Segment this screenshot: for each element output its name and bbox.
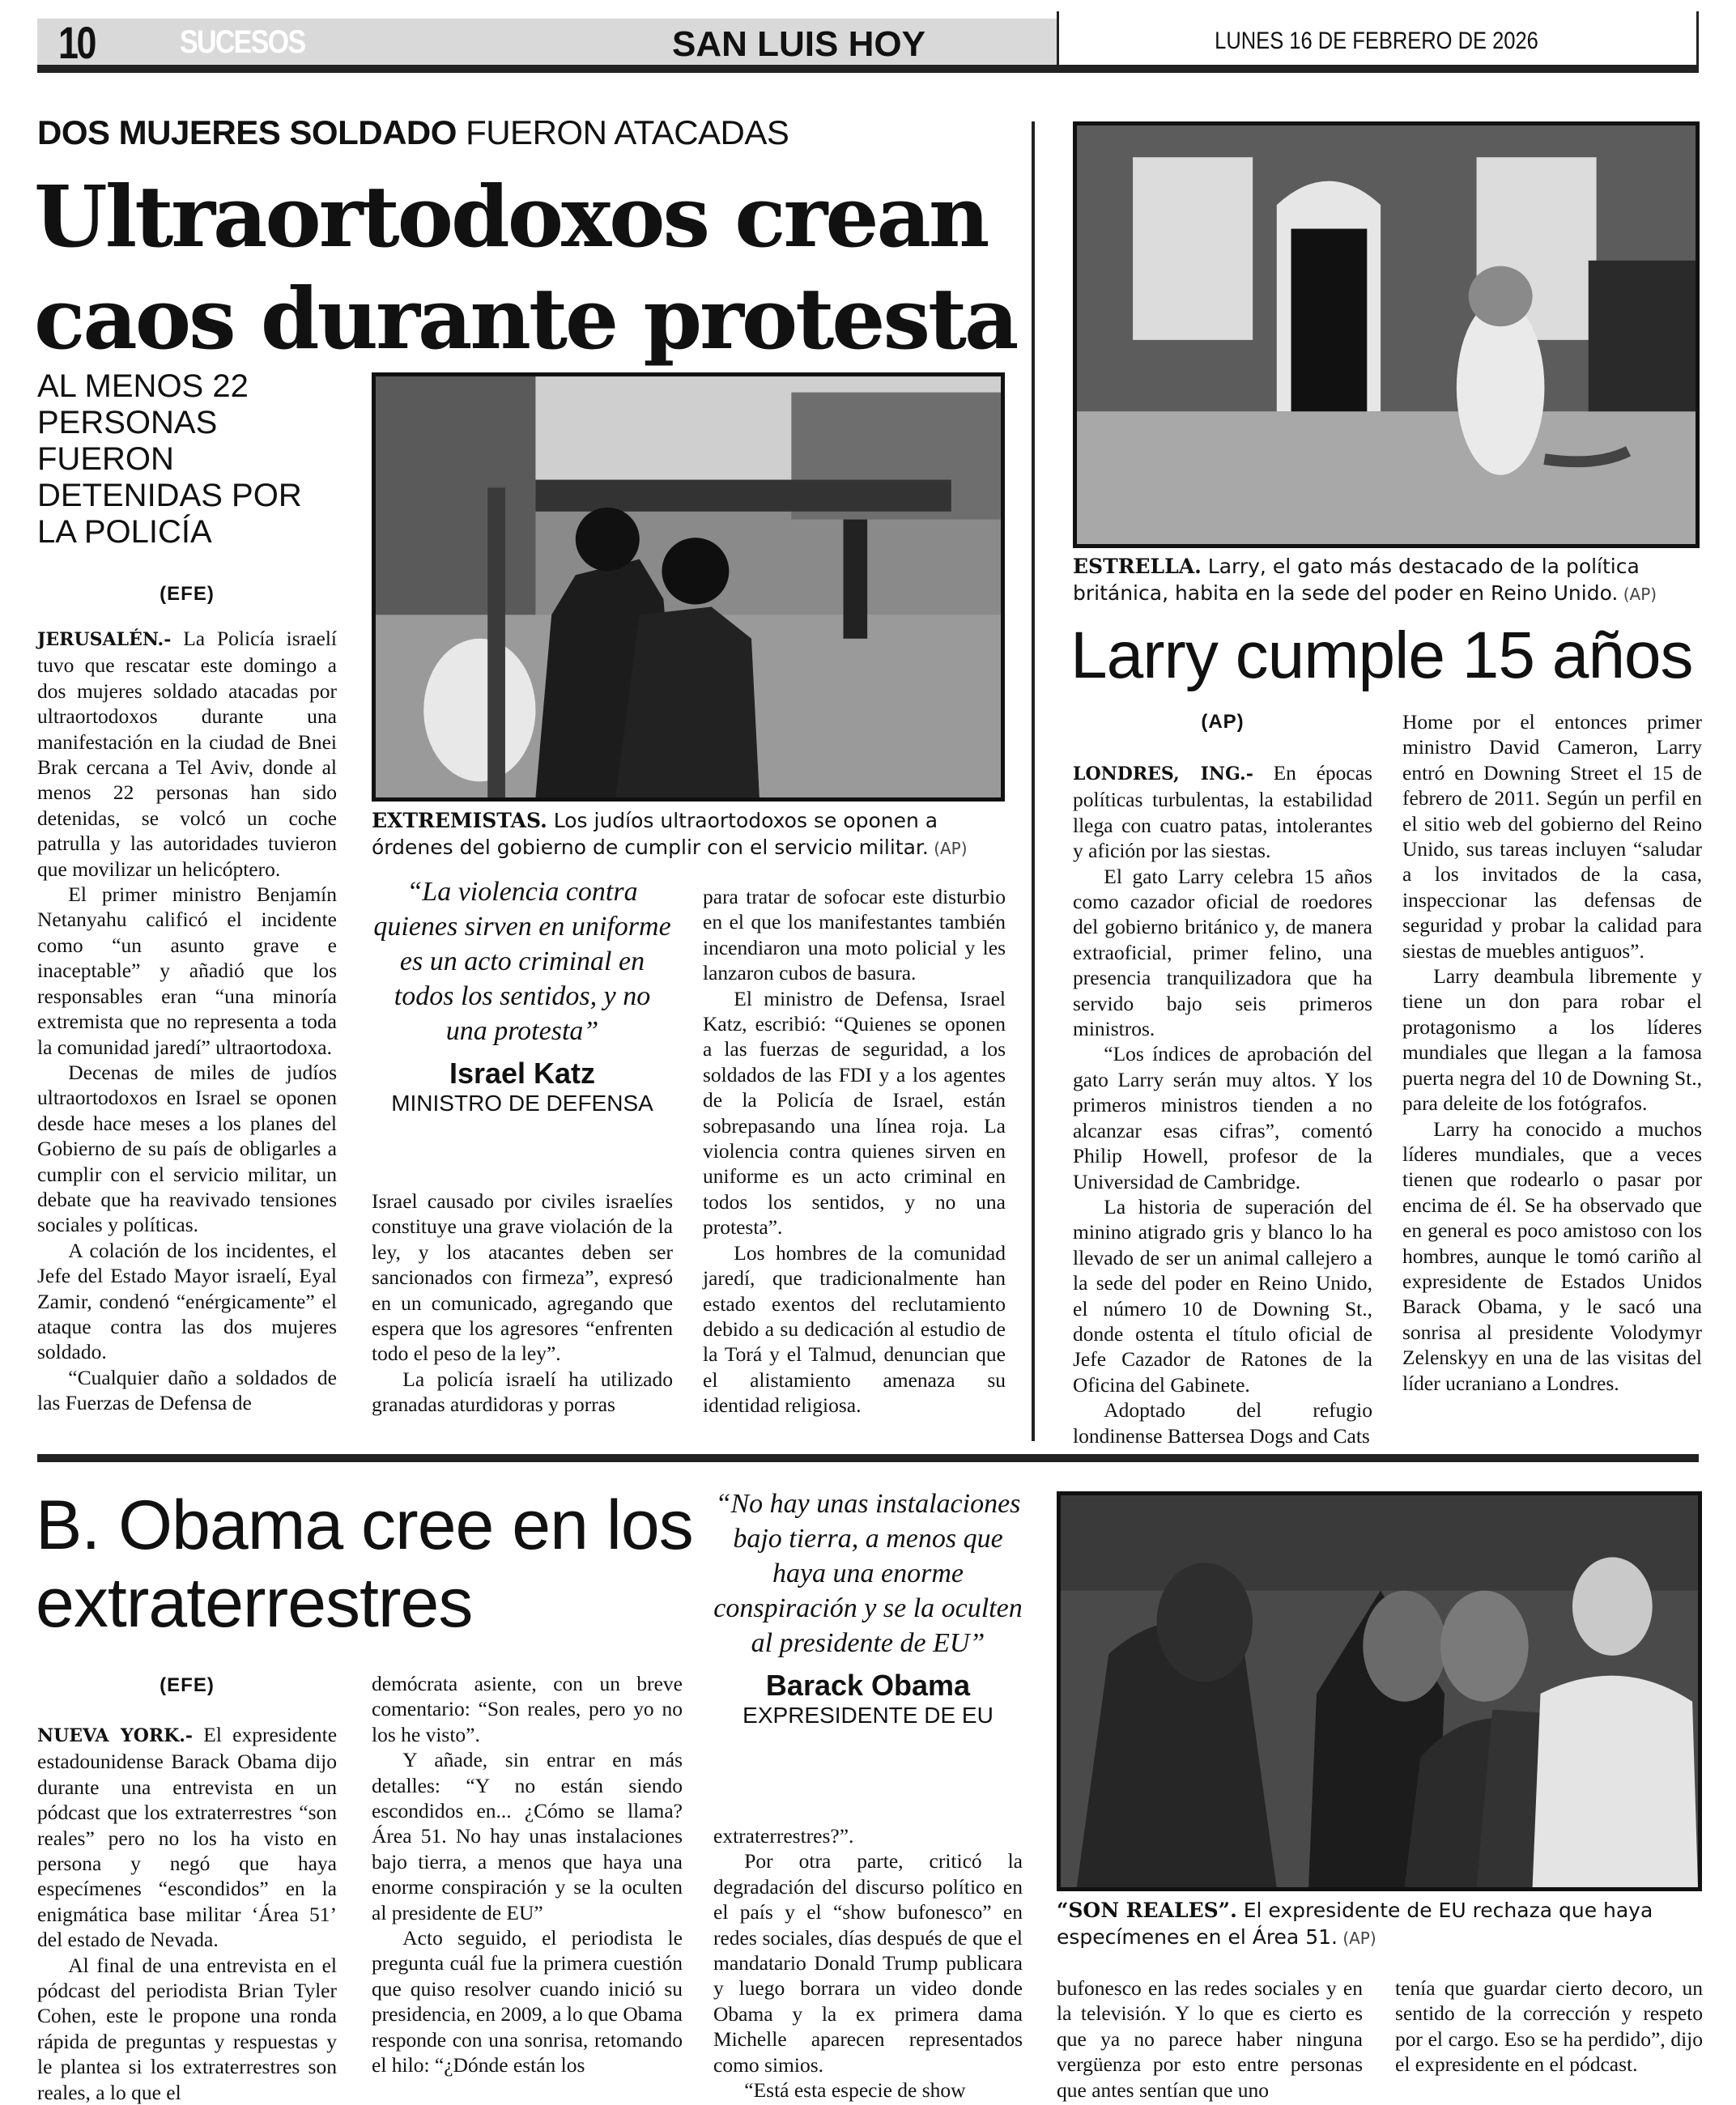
paragraph xyxy=(1057,1975,1363,2103)
caption-source: (AP) xyxy=(928,839,968,858)
obama-photo xyxy=(1057,1491,1702,1891)
paragraph xyxy=(703,884,1006,986)
quote-text: “La violencia contra quienes sirven en uniforme es un acto criminal en todos los sentidos, y no una protesta” xyxy=(373,877,671,1046)
paragraph-text: La historia de superación del minino atigrado gris y blanco lo ha llevado de ser un animal callejero a la sede del poder en Reino Unido, el número 10 de Downing St., donde ostenta el título oficial de Jefe Cazador de Ratones de la Oficina del Gabinete. xyxy=(1073,1194,1372,1397)
paragraph-text: bufonesco en las redes sociales y en la televisión. Y lo que es cierto es que ya no parece haber ninguna vergüenza por esto entre personas que antes sentían que uno xyxy=(1057,1976,1363,2102)
protest-photo xyxy=(372,372,1005,802)
caption-source: (AP) xyxy=(1337,1929,1376,1948)
quote-author-role: EXPRESIDENTE DE EU xyxy=(742,1703,994,1728)
paragraph-text: En épocas políticas turbulentas, la estabilidad llega con cuatro patas, intolerantes y afición por las siestas. xyxy=(1073,761,1372,863)
paragraph xyxy=(703,986,1006,1240)
paragraph-text: Home por el entonces primer ministro David Cameron, Larry entró en Downing Street el 15 de febrero de 2011. Según un perfil en el sitio web del gobierno del Reino Unido, sus tareas incluyen “saludar a los invitados de la casa, inspeccionar las defensas de seguridad y probar la calidad para siestas de muebles antiguos”. xyxy=(1402,710,1702,963)
caption-source: (AP) xyxy=(1618,585,1657,604)
column-rule xyxy=(1032,121,1035,1441)
caption-label: ESTRELLA. xyxy=(1073,555,1202,578)
paragraph-text: A colación de los incidentes, el Jefe del Estado Mayor israelí, Eyal Zamir, condenó “enérgicamente” el ataque contra las dos mujeres soldado. xyxy=(37,1238,337,1364)
kicker-bold: DOS MUJERES SOLDADO xyxy=(37,113,457,151)
paragraph-text: El gato Larry celebra 15 años como cazador oficial de roedores del gobierno británico y, de manera extraoficial, primer felino, una presencia tranquilizadora que ha servido bajo seis primeros ministros. xyxy=(1073,864,1372,1041)
dateline: LONDRES, ING.- xyxy=(1073,763,1253,785)
photo-caption xyxy=(372,807,1011,862)
paragraph-text: para tratar de sofocar este disturbio en el que los manifestantes también incendiaron una moto policial y les lanzaron cubos de basura. xyxy=(703,885,1006,985)
article-headline: B. Obama cree en los extraterrestres xyxy=(36,1486,693,1642)
paragraph-text: Israel causado por civiles israelíes constituye una grave violación de la ley, y los atacantes deben ser sancionados con firmeza”, expresó en un comunicado, agregando que espera que los agresores “enfrenten todo el peso de la ley”. xyxy=(372,1189,673,1366)
caption-text: Larry, el gato más destacado de la política británica, habita en la sede del poder en Reino Unido. xyxy=(1073,555,1640,605)
paragraph-text: tenía que guardar cierto decoro, un sentido de la corrección y respeto por el cargo. Eso se ha perdido”, dijo el expresidente en el pódcast. xyxy=(1395,1976,1703,2077)
paragraph-text: Al final de una entrevista en el pódcast del periodista Brian Tyler Cohen, este le propone una ronda rápida de preguntas y respuestas y le plantea si los extraterrestres son reales, a lo que el xyxy=(37,1953,337,2104)
paragraph xyxy=(372,1189,673,1367)
paragraph xyxy=(37,626,337,882)
paragraph-text: El expresidente estadounidense Barack Obama dijo durante una entrevista en un pódcast que los extraterrestres “son reales” pero no los ha visto en persona y negó que haya especímenes “escondidos” en la enigmática base militar ‘Área 51’ del estado de Nevada. xyxy=(37,1723,338,1952)
article1-column-1 xyxy=(37,626,337,1444)
quote-author-role: MINISTRO DE DEFENSA xyxy=(391,1091,653,1116)
paragraph xyxy=(37,1238,337,1365)
paragraph xyxy=(37,1365,337,1416)
paragraph xyxy=(372,1671,683,1747)
paragraph-text: Y añade, sin entrar en más detalles: “Y no están siendo escondidos en... ¿Cómo se llama? Área 51. No hay unas instalaciones bajo tierra, a menos que haya una enorme conspiración y se la oculten al presidente de EU” xyxy=(372,1748,683,1924)
paragraph xyxy=(372,1925,683,2077)
paragraph-text: El ministro de Defensa, Israel Katz, escribió: “Quienes se oponen a las fuerzas de seguridad, a los soldados de las FDI y a los agentes de la Policía de Israel, están sobrepasando una línea roja. La violencia contra quienes sirven en uniforme es un acto criminal en todos los sentidos, y no una protesta”. xyxy=(703,986,1006,1240)
paragraph-text: Por otra parte, criticó la degradación del discurso político en el país y el “show bufonesco” en redes sociales, días después de que el mandatario Donald Trump publicara y luego borrara un video donde Obama y la ex primera dama Michelle aparecen representados como simios. xyxy=(713,1849,1023,2077)
paragraph xyxy=(713,2077,1023,2103)
paragraph xyxy=(1073,1194,1372,1397)
agency-credit: (EFE) xyxy=(160,583,215,605)
section-rule xyxy=(37,1454,1699,1462)
paragraph xyxy=(1073,864,1372,1042)
paragraph xyxy=(1402,709,1702,963)
paragraph-text: “Cualquier daño a soldados de las Fuerzas de Defensa de xyxy=(37,1365,337,1415)
larry-cat-photo xyxy=(1073,121,1700,548)
article3-column-2 xyxy=(372,1671,683,2077)
paragraph xyxy=(1073,760,1372,864)
paragraph xyxy=(37,1953,337,2105)
kicker-rest: FUERON ATACADAS xyxy=(456,113,789,151)
paragraph xyxy=(372,1747,683,1925)
photo-caption xyxy=(1057,1897,1704,1952)
paragraph-text: La policía israelí ha utilizado granadas aturdidoras y porras xyxy=(372,1367,673,1417)
paragraph xyxy=(1073,1397,1372,1448)
page-number: 10 xyxy=(58,17,96,68)
paragraph xyxy=(37,1722,337,1953)
article1-column-2 xyxy=(372,1189,673,1444)
header-rule xyxy=(37,65,1699,73)
caption-text: El expresidente de EU rechaza que haya especímenes en el Área 51. xyxy=(1057,1899,1653,1949)
paragraph-text: Decenas de miles de judíos ultraortodoxos en Israel se oponen desde hace meses a los planes del Gobierno de su país de obligarles a cumplir con el servicio militar, un debate que ha reavivado tensiones sociales y políticas. xyxy=(37,1060,337,1237)
section-label: SUCESOS xyxy=(180,24,305,60)
paragraph-text: El primer ministro Benjamín Netanyahu calificó el incidente como “un asunto grave e inaceptable” y añadió que los responsables eran “una minoría extremista que no representa a toda la comunidad jaredí” ultraortodoxa. xyxy=(37,882,337,1059)
paragraph xyxy=(713,1823,1023,1848)
article3-column-3 xyxy=(713,1823,1023,2103)
article2-column-2 xyxy=(1402,709,1702,1444)
quote-author: Israel Katz xyxy=(449,1057,596,1090)
caption-text: Los judíos ultraortodoxos se oponen a órdenes del gobierno de cumplir con el servicio militar. xyxy=(372,809,938,859)
article-subheadline: AL MENOS 22 PERSONAS FUERON DETENIDAS POR LA POLICÍA xyxy=(37,368,302,550)
paragraph xyxy=(1395,1975,1703,2077)
paragraph xyxy=(1402,963,1702,1116)
paragraph-text: La Policía israelí tuvo que rescatar este domingo a dos mujeres soldado atacadas por ultraortodoxos durante una manifestación en la ciudad de Bnei Brak cercana a Tel Aviv, donde al menos 22 personas han sido detenidas, se volcó un coche patrulla y las autoridades tuvieron que movilizar un helicóptero. xyxy=(37,627,337,881)
paragraph xyxy=(1073,1041,1372,1193)
caption-label: EXTREMISTAS. xyxy=(372,809,547,832)
article3-column-1 xyxy=(37,1722,338,2104)
article1-column-3 xyxy=(703,884,1006,1444)
pull-quote xyxy=(713,1486,1023,1729)
agency-credit: (AP) xyxy=(1201,711,1245,733)
article-kicker xyxy=(37,113,789,152)
paragraph-text: Los hombres de la comunidad jaredí, que tradicionalmente han estado exentos del reclutamiento debido a su dedicación al estudio de la Torá y el Talmud, denuncian que el alistamiento amenaza su identidad religiosa. xyxy=(703,1240,1006,1418)
paragraph-text: Adoptado del refugio londinense Battersea Dogs and Cats xyxy=(1073,1398,1372,1448)
article2-column-1 xyxy=(1073,760,1372,1448)
paragraph-text: “Está esta especie de show xyxy=(744,2078,966,2103)
paragraph-text: “Los índices de aprobación del gato Larry serán muy altos. Y los primeros ministros tienden a no alcanzar esas cifras”, comentó Philip Howell, profesor de la Universidad de Cambridge. xyxy=(1073,1042,1372,1193)
dateline: NUEVA YORK.- xyxy=(37,1725,194,1746)
pull-quote xyxy=(372,874,673,1116)
article-headline: Larry cumple 15 años xyxy=(1070,619,1693,692)
article3-column-4 xyxy=(1057,1975,1363,2102)
article-headline: Ultraortodoxos crean caos durante protesta xyxy=(34,167,1017,368)
paragraph-text: Acto seguido, el periodista le pregunta cuál fue la primera cuestión que quiso resolver cuando inició su presidencia, en 2009, a lo que Obama responde con una sonrisa, retomando el hilo: “¿Dónde están los xyxy=(372,1926,683,2077)
agency-credit: (EFE) xyxy=(160,1674,215,1696)
paragraph-text: Larry ha conocido a muchos líderes mundiales, que a veces tienen que rodearlo o pasar por encima de él. Se ha observado que en general es poco amistoso con los hombres, aunque le tomó cariño al expresidente de Estados Unidos Barack Obama, y le sacó una sonrisa al presidente Volodymyr Zelenskyy en una de las visitas del líder ucraniano a Londres. xyxy=(1402,1116,1702,1395)
paragraph xyxy=(37,1060,337,1238)
photo-caption xyxy=(1073,553,1704,608)
paragraph xyxy=(703,1240,1006,1418)
paragraph-text: extraterrestres?”. xyxy=(713,1824,854,1848)
quote-text: “No hay unas instalaciones bajo tierra, a menos que haya una enorme conspiración y se la oculten al presidente de EU” xyxy=(713,1489,1023,1658)
paragraph xyxy=(1402,1116,1702,1396)
paragraph xyxy=(713,1848,1023,2077)
paragraph-text: Larry deambula libremente y tiene un don para robar el protagonismo a los líderes mundiales que llegan a la famosa puerta negra del 10 de Downing St., para deleite de los fotógrafos. xyxy=(1402,964,1702,1116)
caption-label: “SON REALES”. xyxy=(1057,1899,1237,1922)
paragraph-text: demócrata asiente, con un breve comentario: “Son reales, pero yo no los he visto”. xyxy=(372,1672,683,1746)
paragraph xyxy=(37,882,337,1060)
dateline: JERUSALÉN.- xyxy=(37,629,172,650)
newspaper-name: SAN LUIS HOY xyxy=(672,24,925,64)
issue-date: LUNES 16 DE FEBRERO DE 2026 xyxy=(1215,28,1538,54)
quote-author: Barack Obama xyxy=(765,1669,971,1702)
article3-column-5 xyxy=(1395,1975,1703,2077)
paragraph xyxy=(372,1367,673,1418)
